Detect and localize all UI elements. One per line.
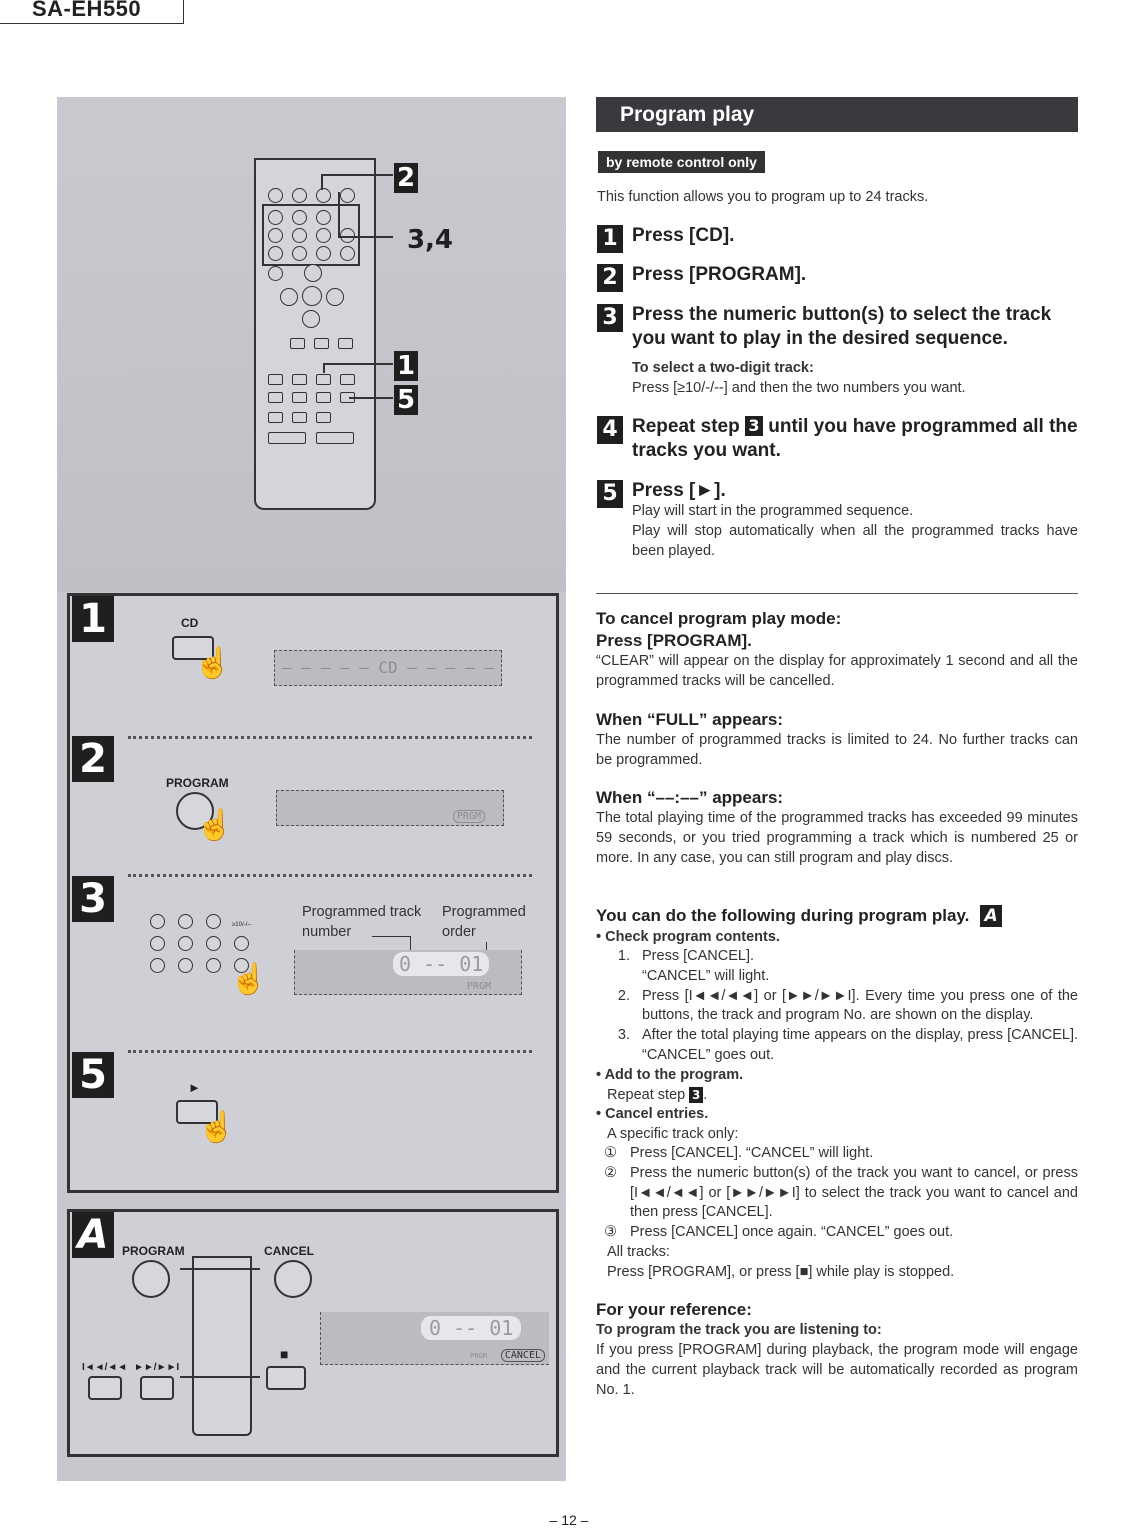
panel-a xyxy=(67,1209,559,1457)
prgm-indicator: PRGM xyxy=(470,1352,487,1360)
check-title: • Check program contents. xyxy=(596,929,780,945)
remote-button xyxy=(338,338,353,349)
numeric-button xyxy=(206,958,221,973)
remote-button xyxy=(268,432,306,444)
step-3-ref-icon: 3 xyxy=(745,416,763,436)
dotted-divider xyxy=(128,736,532,739)
numeric-button xyxy=(268,228,283,243)
step-3-number: 3 xyxy=(72,876,114,922)
cancel-entries-title: • Cancel entries. xyxy=(596,1106,709,1122)
step-4-icon: 4 xyxy=(597,416,623,444)
hand-icon: ☝ xyxy=(194,647,232,680)
dash-title: When “––:––” appears: xyxy=(596,788,784,807)
numeric-button xyxy=(316,210,331,225)
remote-button xyxy=(280,288,298,306)
page-number: – 12 – xyxy=(549,1512,589,1528)
step-3-note: Press [≥10/-/--] and then the two numbers you want. xyxy=(632,380,966,396)
list-item xyxy=(596,1026,1078,1066)
remote-button xyxy=(340,374,355,385)
remote-button xyxy=(268,412,283,423)
step-2-text: Press [PROGRAM]. xyxy=(632,264,807,285)
remote-button xyxy=(326,288,344,306)
step-4-text-a: Repeat step xyxy=(632,416,740,437)
during-title-text: You can do the following during program play. xyxy=(596,906,970,925)
remote-button xyxy=(316,392,331,403)
list-item-text: After the total playing time appears on the display, press [CANCEL]. “CANCEL” goes out. xyxy=(642,1027,1078,1063)
cancel-entries-list xyxy=(604,1144,1078,1243)
hand-icon: ☝ xyxy=(196,809,234,842)
list-item xyxy=(596,967,1078,987)
remote-button xyxy=(292,374,307,385)
list-item-text: Press [CANCEL]. xyxy=(642,948,754,964)
specific-track-label: A specific track only: xyxy=(607,1126,739,1142)
step-2-icon: 2 xyxy=(597,264,623,292)
cancel-indicator: CANCEL xyxy=(501,1349,545,1362)
reference-text: If you press [PROGRAM] during playback, the program mode will engage and the current playback track will be automatically recorded as program No. 1. xyxy=(596,1342,1078,1398)
callout-3-4: 3,4 xyxy=(406,225,454,255)
list-item-number: 3. xyxy=(617,1027,630,1044)
list-item xyxy=(604,1223,1078,1243)
numeric-button xyxy=(340,246,355,261)
numeric-button xyxy=(316,246,331,261)
list-item-text: Press [CANCEL] once again. “CANCEL” goes out. xyxy=(630,1224,954,1241)
list-item-number: ② xyxy=(604,1164,617,1181)
step-5-number: 5 xyxy=(72,1052,114,1098)
dotted-divider xyxy=(128,1050,532,1053)
numeric-button xyxy=(268,246,283,261)
remote-button xyxy=(292,392,307,403)
step-3-text: Press the numeric button(s) to select the track you want to play in the desired sequence. xyxy=(632,304,1052,349)
cancel-label: CANCEL xyxy=(264,1244,314,1258)
skip-back-button xyxy=(88,1376,122,1400)
cancel-button xyxy=(274,1260,312,1298)
step-5-text: Press [►]. xyxy=(632,480,726,501)
callout-2: 2 xyxy=(394,163,418,193)
remote-button xyxy=(268,266,283,281)
display-digits: 0 -- 01 xyxy=(393,952,489,976)
leader-line xyxy=(321,174,323,190)
dash-text: The total playing time of the programmed tracks has exceeded 99 minutes 59 seconds, or you tried programming a track which is numbered 25 or more. In any case, you can still program and play discs. xyxy=(596,810,1078,866)
numeric-button xyxy=(178,958,193,973)
leader-line xyxy=(349,397,393,399)
programmed-order-label: Programmed order xyxy=(442,904,526,940)
all-tracks-text: Press [PROGRAM], or press [■] while play is stopped. xyxy=(607,1264,955,1280)
add-text-b: . xyxy=(703,1087,708,1103)
reference-title: For your reference: xyxy=(596,1300,752,1319)
skip-forward-button xyxy=(140,1376,174,1400)
remote-button xyxy=(304,264,322,282)
display-digits: 0 -- 01 xyxy=(421,1316,521,1340)
ten-key-label: ≥10/-/-- xyxy=(232,922,252,928)
numeric-button xyxy=(150,958,165,973)
leader-line xyxy=(323,363,325,373)
step-3-note-title: To select a two-digit track: xyxy=(632,360,814,376)
leader-line xyxy=(372,936,410,937)
stop-button xyxy=(266,1366,306,1390)
remote-button xyxy=(268,374,283,385)
leader-line xyxy=(323,363,393,365)
add-text-a: Repeat step xyxy=(607,1087,686,1103)
numeric-button xyxy=(178,936,193,951)
list-item-number: ① xyxy=(604,1145,617,1161)
remote-button xyxy=(302,310,320,328)
step-4-text xyxy=(632,415,1078,463)
divider xyxy=(596,593,1078,594)
list-item-text: Press [CANCEL]. “CANCEL” will light. xyxy=(630,1145,874,1161)
cd-button-label: CD xyxy=(181,616,199,630)
remote-button xyxy=(292,188,307,203)
cancel-text: “CLEAR” will appear on the display for approximately 1 second and all the programmed tracks will be cancelled. xyxy=(596,653,1078,689)
remote-button xyxy=(292,412,307,423)
step-5-note-1: Play will start in the programmed sequence. xyxy=(632,503,914,519)
leader-line xyxy=(338,236,393,238)
steps-frame xyxy=(67,593,559,1193)
dotted-divider xyxy=(128,874,532,877)
numeric-button xyxy=(316,228,331,243)
remote-only-badge: by remote control only xyxy=(598,151,765,173)
program-button xyxy=(132,1260,170,1298)
list-item-text: Press the numeric button(s) of the track you want to cancel, or press [I◄◄/◄◄] or [►►/►►I] to select the track you want to cancel and then press [CANCEL]. xyxy=(630,1164,1078,1221)
add-title: • Add to the program. xyxy=(596,1067,744,1083)
step-4-text-b: until you have programmed all the tracks you want. xyxy=(632,416,1078,461)
numeric-button xyxy=(150,914,165,929)
list-item-number: ③ xyxy=(604,1224,617,1241)
numeric-button xyxy=(150,936,165,951)
leader-line xyxy=(180,1268,260,1270)
remote-button xyxy=(268,188,283,203)
list-item-number xyxy=(596,967,642,987)
list-item xyxy=(596,987,1078,1027)
leader-line xyxy=(338,192,340,236)
remote-button xyxy=(302,286,322,306)
numeric-button xyxy=(292,246,307,261)
step-5-icon: 5 xyxy=(597,480,623,508)
prgm-indicator: PRGM xyxy=(466,981,491,992)
cancel-subtitle: Press [PROGRAM]. xyxy=(596,631,752,650)
display-panel-a xyxy=(320,1312,549,1365)
leader-line xyxy=(180,1376,260,1378)
full-text: The number of programmed tracks is limited to 24. No further tracks can be programmed. xyxy=(596,732,1078,768)
illustration-panel xyxy=(57,97,566,1481)
remote-button xyxy=(316,432,354,444)
list-item xyxy=(604,1144,1078,1164)
step-1-number: 1 xyxy=(72,596,114,642)
program-button-label: PROGRAM xyxy=(166,776,229,790)
display-step-3 xyxy=(294,950,522,995)
remote-button xyxy=(340,188,355,203)
stop-label: ■ xyxy=(280,1346,289,1362)
model-number: SA-EH550 xyxy=(0,0,184,24)
list-item-text: “CANCEL” will light. xyxy=(642,967,770,984)
list-item-number: 2. xyxy=(617,987,630,1004)
numeric-button xyxy=(206,914,221,929)
callout-1: 1 xyxy=(394,351,418,381)
numeric-button xyxy=(292,228,307,243)
full-title: When “FULL” appears: xyxy=(596,710,784,729)
remote-control xyxy=(254,158,376,510)
hand-icon: ☝ xyxy=(198,1111,236,1144)
skip-forward-label: ►►/►►I xyxy=(134,1362,180,1373)
skip-back-label: I◄◄/◄◄ xyxy=(82,1362,128,1373)
reference-subtitle: To program the track you are listening to: xyxy=(596,1322,882,1338)
remote-button xyxy=(290,338,305,349)
list-item-text: Press [I◄◄/◄◄] or [►►/►►I]. Every time you press one of the buttons, the track and program No. are shown on the display. xyxy=(642,987,1078,1024)
numeric-button xyxy=(206,936,221,951)
programmed-track-number-label: Programmed track number xyxy=(302,904,422,940)
program-label: PROGRAM xyxy=(122,1244,185,1258)
list-item xyxy=(604,1164,1078,1223)
cd-key xyxy=(316,374,331,385)
remote-control-small xyxy=(192,1256,252,1436)
remote-button xyxy=(316,412,331,423)
check-list xyxy=(596,947,1078,1066)
hand-icon: ☝ xyxy=(230,963,268,996)
numeric-button xyxy=(268,210,283,225)
prgm-indicator: PRGM xyxy=(453,810,485,823)
list-item xyxy=(596,947,1078,967)
intro-text: This function allows you to program up to 24 tracks. xyxy=(597,189,929,205)
callout-5: 5 xyxy=(394,385,418,415)
list-item-number: 1. xyxy=(617,948,630,964)
during-title xyxy=(596,905,1078,927)
step-2-number: 2 xyxy=(72,736,114,782)
display-step-2 xyxy=(276,790,504,826)
add-text xyxy=(607,1086,1077,1106)
cancel-title: To cancel program play mode: xyxy=(596,609,842,628)
remote-button xyxy=(268,392,283,403)
step-1-icon: 1 xyxy=(597,225,623,253)
step-1-text: Press [CD]. xyxy=(632,225,735,246)
leader-line xyxy=(321,174,393,176)
remote-button xyxy=(314,338,329,349)
display-step-1: – – – – – CD – – – – – xyxy=(274,650,502,686)
step-3-ref-icon: 3 xyxy=(689,1087,703,1103)
remote-illustration xyxy=(57,97,566,592)
step-3-icon: 3 xyxy=(597,304,623,332)
section-title: Program play xyxy=(596,97,1078,132)
program-key xyxy=(316,188,331,203)
play-button-label: ► xyxy=(188,1080,201,1095)
numeric-button xyxy=(234,936,249,951)
panel-a-ref-icon: A xyxy=(980,905,1002,927)
all-tracks-label: All tracks: xyxy=(607,1244,670,1260)
numeric-button xyxy=(292,210,307,225)
step-5-note-2: Play will stop automatically when all the programmed tracks have been played. xyxy=(632,523,1078,559)
numeric-button xyxy=(178,914,193,929)
panel-a-letter: A xyxy=(72,1212,114,1258)
